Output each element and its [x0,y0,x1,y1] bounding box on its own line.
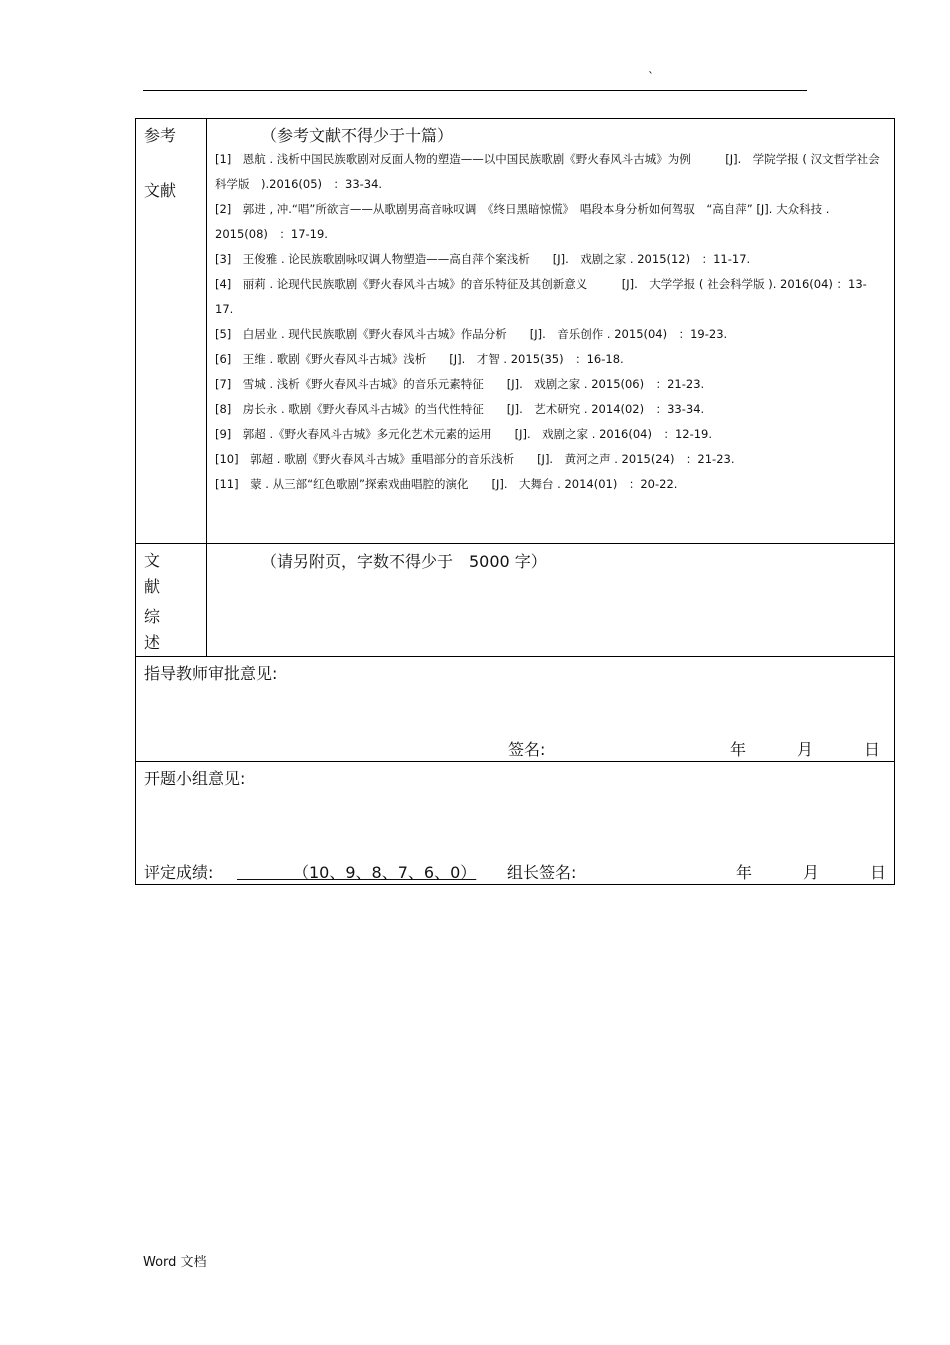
references-label-line1: 参考 [144,126,177,145]
references-label-line2: 文献 [144,181,177,200]
references-content-cell[interactable] [207,119,895,544]
teacher-month-label: 月 [797,740,814,759]
header-mark: ` [648,70,654,84]
reference-item: [4] 丽莉 . 论现代民族歌剧《野火春风斗古城》的音乐特征及其创新意义 [J]. 大学学报 ( 社会科学版 ). 2016(04) ：13-17. [215,277,867,316]
grade-label: 评定成绩: [144,863,214,882]
grade-options[interactable]: （10、9、8、7、6、0） [237,863,477,882]
teacher-year-label: 年 [730,740,747,759]
teacher-opinion-row [136,657,895,762]
group-day-label: 日 [870,863,887,882]
group-month-label: 月 [803,863,820,882]
review-content-cell[interactable] [207,544,895,657]
teacher-opinion-cell[interactable] [136,657,895,762]
review-label-line1: 文 献 [144,551,171,596]
reference-item: [6] 王维 . 歌剧《野火春风斗古城》浅析 [J]. 才智 . 2015(35) ：16-18. [215,352,624,366]
reference-item: [8] 房长永 . 歌剧《野火春风斗古城》的当代性特征 [J]. 艺术研究 . 2014(02) ：33-34. [215,402,705,416]
reference-item: [1] 恩航 . 浅析中国民族歌剧对反面人物的塑造——以中国民族歌剧《野火春风斗古城》为例 [J]. 学院学报 ( 汉文哲学社会科学版 ).2016(05) ：33-34. [215,152,880,191]
reference-item: [2] 郭进 , 冲.“唱”所欲言——从歌剧男高音咏叹调 《终日黑暗惊慌》 唱段本身分析如何驾驭 “高自萍” [J]. 大众科技 . 2015(08) ：17-19. [215,202,830,241]
teacher-opinion-title: 指导教师审批意见: [144,664,278,683]
teacher-sign-label: 签名: [508,740,546,759]
references-list [207,145,894,497]
group-year-label: 年 [736,863,753,882]
group-leader-sign-label: 组长签名: [507,863,577,882]
review-note: （请另附页，字数不得少于 5000 字） [261,552,547,571]
reference-item: [10] 郭超 . 歌剧《野火春风斗古城》重唱部分的音乐浅析 [J]. 黄河之声 . 2015(24) ：21-23. [215,452,735,466]
teacher-day-label: 日 [864,740,881,759]
reference-item: [7] 雪城 . 浅析《野火春风斗古城》的音乐元素特征 [J]. 戏剧之家 . 2015(06) ：21-23. [215,377,705,391]
review-label-cell [136,544,207,657]
group-opinion-title: 开题小组意见: [144,769,246,788]
reference-item: [9] 郭超 .《野火春风斗古城》多元化艺术元素的运用 [J]. 戏剧之家 . 2016(04) ：12-19. [215,427,713,441]
reference-item: [5] 白居业 . 现代民族歌剧《野火春风斗古城》作品分析 [J]. 音乐创作 . 2015(04) ：19-23. [215,327,728,341]
group-opinion-cell[interactable] [136,762,895,885]
footer-label: Word 文档 [143,1255,207,1270]
group-opinion-row [136,762,895,885]
references-label-cell [136,119,207,544]
proposal-form-table [135,118,895,885]
references-note: （参考文献不得少于十篇） [261,126,454,145]
reference-item: [3] 王俊雅 . 论民族歌剧咏叹调人物塑造——高自萍个案浅析 [J]. 戏剧之家 . 2015(12) ：11-17. [215,252,751,266]
header-rule [143,90,807,91]
literature-review-row [136,544,895,657]
review-label-line2: 综 述 [144,607,171,652]
reference-item: [11] 蒙 . 从三部“红色歌剧”探索戏曲唱腔的演化 [J]. 大舞台 . 2014(01) ：20-22. [215,477,678,491]
references-row [136,119,895,544]
